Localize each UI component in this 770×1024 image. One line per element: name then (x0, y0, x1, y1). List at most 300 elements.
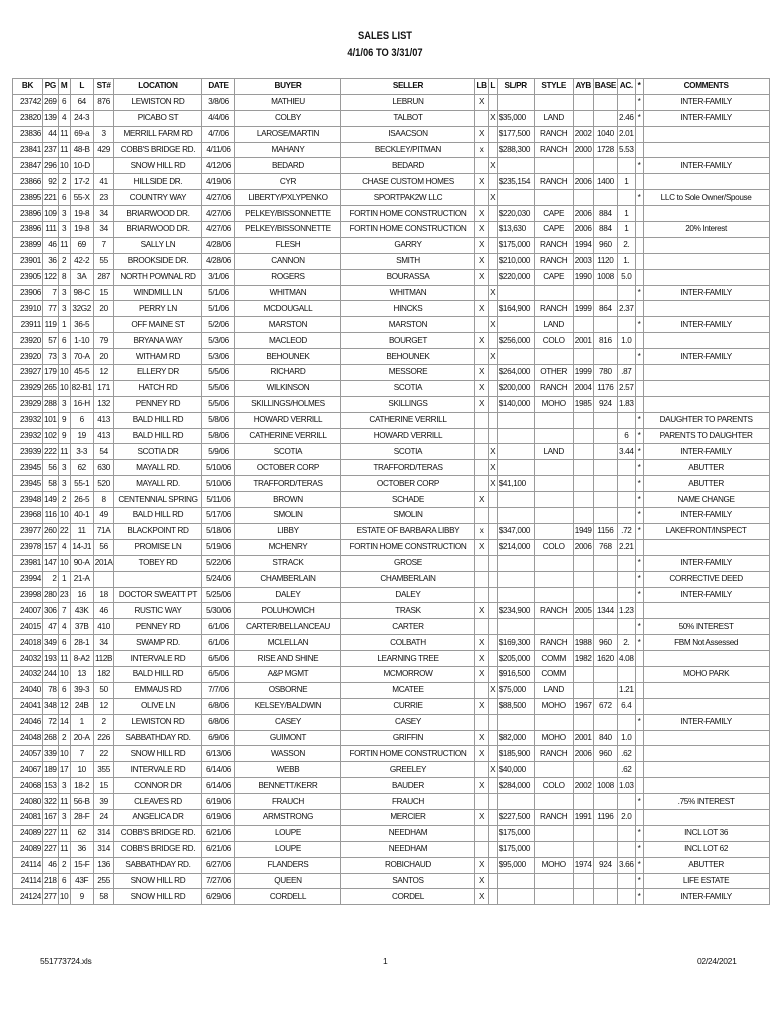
table-cell (643, 698, 769, 714)
table-cell (593, 571, 617, 587)
table-cell: X (475, 253, 488, 269)
table-cell: 5/5/06 (202, 365, 235, 381)
table-cell: 287 (93, 269, 114, 285)
table-cell: CLEAVES RD (114, 794, 202, 810)
table-cell: 288 (43, 396, 59, 412)
table-header-row (13, 79, 770, 95)
table-cell: 1.03 (618, 778, 636, 794)
table-cell: 20-A (70, 730, 93, 746)
table-cell: 1 (618, 206, 636, 222)
table-cell: $35,000 (497, 110, 534, 126)
table-cell: 3/8/06 (202, 94, 235, 110)
table-row (13, 714, 770, 730)
table-cell: 149 (43, 492, 59, 508)
table-cell: * (635, 492, 643, 508)
table-cell: 268 (43, 730, 59, 746)
table-cell: 36 (43, 253, 59, 269)
table-cell (573, 794, 593, 810)
table-cell (488, 794, 497, 810)
table-cell (534, 714, 573, 730)
table-cell: 3 (58, 396, 70, 412)
table-cell: MERRILL FARM RD (114, 126, 202, 142)
table-cell: PELKEY/BISSONNETTE (235, 222, 341, 238)
table-cell (475, 682, 488, 698)
table-cell (488, 396, 497, 412)
table-cell: INTER-FAMILY (643, 508, 769, 524)
table-cell: CARTER/BELLANCEAU (235, 619, 341, 635)
table-cell: LAND (534, 682, 573, 698)
table-cell (475, 841, 488, 857)
table-cell: 2006 (573, 174, 593, 190)
table-cell: $227,500 (497, 809, 534, 825)
table-row (13, 301, 770, 317)
table-cell: OLIVE LN (114, 698, 202, 714)
table-cell: 36-5 (70, 317, 93, 333)
table-cell: $205,000 (497, 651, 534, 667)
table-cell: 2 (43, 571, 59, 587)
table-cell (497, 571, 534, 587)
table-cell (475, 714, 488, 730)
table-cell (488, 714, 497, 730)
table-cell: * (635, 841, 643, 857)
table-cell (475, 317, 488, 333)
table-cell (488, 555, 497, 571)
table-cell: 23981 (13, 555, 43, 571)
table-cell: 1985 (573, 396, 593, 412)
table-cell: * (635, 444, 643, 460)
table-cell: 102 (43, 428, 59, 444)
table-cell: 2002 (573, 126, 593, 142)
table-cell: 221 (43, 190, 59, 206)
table-cell: 1008 (593, 269, 617, 285)
table-cell (593, 619, 617, 635)
table-cell: X (475, 365, 488, 381)
table-cell: X (488, 349, 497, 365)
table-row (13, 237, 770, 253)
table-cell: 46 (93, 603, 114, 619)
table-cell: 4/7/06 (202, 126, 235, 142)
table-cell: SABBATHDAY RD. (114, 730, 202, 746)
table-cell: OCTOBER CORP (235, 460, 341, 476)
table-cell (635, 778, 643, 794)
table-cell: * (635, 587, 643, 603)
table-cell: * (635, 523, 643, 539)
table-cell (488, 412, 497, 428)
table-cell (573, 587, 593, 603)
table-cell: X (475, 809, 488, 825)
table-cell (93, 571, 114, 587)
table-cell: 314 (93, 825, 114, 841)
table-cell: 349 (43, 635, 59, 651)
table-cell: $41,100 (497, 476, 534, 492)
table-cell: X (488, 285, 497, 301)
table-cell: 2004 (573, 380, 593, 396)
table-cell: X (475, 206, 488, 222)
table-cell: 2003 (573, 253, 593, 269)
table-cell (534, 428, 573, 444)
table-cell: X (488, 460, 497, 476)
table-cell: INTERVALE RD (114, 762, 202, 778)
table-cell: 11 (58, 444, 70, 460)
table-cell: FLESH (235, 237, 341, 253)
table-cell: * (635, 619, 643, 635)
table-cell: 101 (43, 412, 59, 428)
table-cell: 10 (58, 555, 70, 571)
table-cell: $169,300 (497, 635, 534, 651)
table-cell (618, 555, 636, 571)
table-cell: FORTIN HOME CONSTRUCTION (341, 746, 475, 762)
table-cell: 3 (58, 778, 70, 794)
table-cell: BALD HILL RD (114, 666, 202, 682)
table-cell: 1.23 (618, 603, 636, 619)
table-cell (488, 523, 497, 539)
table-cell: 44 (43, 126, 59, 142)
table-cell: * (635, 428, 643, 444)
table-cell (534, 158, 573, 174)
table-cell: INTER-FAMILY (643, 587, 769, 603)
table-cell (475, 825, 488, 841)
table-cell: 5/11/06 (202, 492, 235, 508)
table-cell: $256,000 (497, 333, 534, 349)
table-cell: 10 (58, 746, 70, 762)
table-cell: MCHENRY (235, 539, 341, 555)
table-cell: 2 (93, 714, 114, 730)
table-cell: $140,000 (497, 396, 534, 412)
table-cell: 19-8 (70, 206, 93, 222)
table-cell: 348 (43, 698, 59, 714)
table-cell: 10 (58, 365, 70, 381)
table-cell: FORTIN HOME CONSTRUCTION (341, 539, 475, 555)
table-cell (475, 285, 488, 301)
table-cell: X (475, 174, 488, 190)
table-cell (488, 222, 497, 238)
table-cell (618, 587, 636, 603)
table-row (13, 825, 770, 841)
table-cell: CHASE CUSTOM HOMES (341, 174, 475, 190)
table-cell: 960 (593, 635, 617, 651)
table-cell: 119 (43, 317, 59, 333)
table-cell (475, 349, 488, 365)
table-cell: x (475, 142, 488, 158)
table-cell: 7/7/06 (202, 682, 235, 698)
table-cell: 3 (58, 809, 70, 825)
table-cell (635, 222, 643, 238)
table-cell (93, 317, 114, 333)
table-cell (488, 94, 497, 110)
table-cell (635, 396, 643, 412)
table-cell: CAPE (534, 206, 573, 222)
table-cell: PICABO ST (114, 110, 202, 126)
table-cell: 23932 (13, 428, 43, 444)
table-cell: BROWN (235, 492, 341, 508)
table-cell: SMOLIN (235, 508, 341, 524)
table-cell: 4/27/06 (202, 206, 235, 222)
table-row (13, 651, 770, 667)
table-cell: 56 (43, 460, 59, 476)
table-cell (643, 174, 769, 190)
table-cell: .62 (618, 746, 636, 762)
table-cell: 40-1 (70, 508, 93, 524)
table-cell (643, 333, 769, 349)
column-header: LB (475, 79, 488, 95)
table-cell (593, 110, 617, 126)
table-cell: 16-H (70, 396, 93, 412)
table-cell: CURRIE (341, 698, 475, 714)
table-cell: WHITMAN (235, 285, 341, 301)
table-cell: * (635, 412, 643, 428)
table-cell: 46 (43, 237, 59, 253)
table-cell: 1988 (573, 635, 593, 651)
column-header: COMMENTS (643, 79, 769, 95)
table-cell: 960 (593, 237, 617, 253)
table-cell: 23994 (13, 571, 43, 587)
table-cell: 218 (43, 873, 59, 889)
table-cell (573, 873, 593, 889)
table-cell: $95,000 (497, 857, 534, 873)
table-cell: 410 (93, 619, 114, 635)
table-cell: 23932 (13, 412, 43, 428)
table-cell: 157 (43, 539, 59, 555)
table-cell: SNOW HILL RD (114, 746, 202, 762)
table-cell: 6 (58, 682, 70, 698)
table-cell: $185,900 (497, 746, 534, 762)
table-cell: 7 (58, 603, 70, 619)
table-cell (643, 651, 769, 667)
table-cell: * (635, 794, 643, 810)
table-cell (497, 508, 534, 524)
table-cell: CASEY (341, 714, 475, 730)
table-cell: COLO (534, 333, 573, 349)
table-cell: RANCH (534, 603, 573, 619)
table-cell: 23901 (13, 253, 43, 269)
table-cell: 6/8/06 (202, 698, 235, 714)
table-cell: SABBATHDAY RD. (114, 857, 202, 873)
table-cell: 1120 (593, 253, 617, 269)
table-row (13, 174, 770, 190)
table-cell: X (488, 682, 497, 698)
table-cell (488, 428, 497, 444)
table-cell: $220,000 (497, 269, 534, 285)
table-cell (643, 396, 769, 412)
table-cell: $347,000 (497, 523, 534, 539)
table-cell: RANCH (534, 253, 573, 269)
table-cell: * (635, 714, 643, 730)
table-cell: 1949 (573, 523, 593, 539)
table-cell: COLO (534, 778, 573, 794)
table-cell: 260 (43, 523, 59, 539)
table-cell: X (475, 778, 488, 794)
table-cell: 136 (93, 857, 114, 873)
table-row (13, 794, 770, 810)
table-cell (488, 730, 497, 746)
table-cell: 16 (70, 587, 93, 603)
table-cell: 2005 (573, 603, 593, 619)
table-cell: 139 (43, 110, 59, 126)
table-cell: 1990 (573, 269, 593, 285)
table-cell: X (475, 857, 488, 873)
table-cell: DALEY (341, 587, 475, 603)
table-cell: 171 (93, 380, 114, 396)
table-cell (488, 746, 497, 762)
table-cell: 36 (70, 841, 93, 857)
table-cell: ANGELICA DR (114, 809, 202, 825)
table-cell (534, 412, 573, 428)
table-cell: 69-a (70, 126, 93, 142)
table-cell: SANTOS (341, 873, 475, 889)
table-cell: 9 (70, 889, 93, 905)
table-row (13, 619, 770, 635)
table-cell: MAYALL RD. (114, 476, 202, 492)
table-cell: RANCH (534, 301, 573, 317)
table-cell: 2006 (573, 746, 593, 762)
table-cell: X (475, 380, 488, 396)
table-cell (534, 492, 573, 508)
table-cell: 46 (43, 857, 59, 873)
table-cell: ESTATE OF BARBARA LIBBY (341, 523, 475, 539)
table-cell: 70-A (70, 349, 93, 365)
column-header: PG (43, 79, 59, 95)
table-cell: 24007 (13, 603, 43, 619)
table-cell: ROGERS (235, 269, 341, 285)
table-cell (593, 460, 617, 476)
table-cell: 4 (58, 110, 70, 126)
table-cell: 227 (43, 825, 59, 841)
table-cell: 24-3 (70, 110, 93, 126)
table-row (13, 682, 770, 698)
table-cell: 2. (618, 237, 636, 253)
table-cell: 7/27/06 (202, 873, 235, 889)
table-cell (475, 444, 488, 460)
table-cell (475, 476, 488, 492)
table-cell (488, 380, 497, 396)
table-cell: 9 (58, 428, 70, 444)
table-cell: 226 (93, 730, 114, 746)
table-cell: STRACK (235, 555, 341, 571)
table-cell: * (635, 873, 643, 889)
table-row (13, 857, 770, 873)
table-cell: 47 (43, 619, 59, 635)
table-cell (618, 285, 636, 301)
table-cell (534, 587, 573, 603)
table-cell: 1999 (573, 301, 593, 317)
table-cell (475, 571, 488, 587)
table-cell: 73 (43, 349, 59, 365)
table-row (13, 635, 770, 651)
table-cell: 24081 (13, 809, 43, 825)
table-cell (488, 571, 497, 587)
table-cell: X (488, 476, 497, 492)
table-cell: X (475, 603, 488, 619)
table-cell: 1 (618, 222, 636, 238)
table-cell (534, 571, 573, 587)
table-cell: 3 (58, 301, 70, 317)
table-cell (573, 317, 593, 333)
table-cell: 1982 (573, 651, 593, 667)
table-cell: BENNETT/KERR (235, 778, 341, 794)
column-header: AYB (573, 79, 593, 95)
table-cell: HATCH RD (114, 380, 202, 396)
table-cell: INCL LOT 62 (643, 841, 769, 857)
table-cell: CASEY (235, 714, 341, 730)
table-cell: * (635, 635, 643, 651)
table-cell (475, 428, 488, 444)
table-cell: DALEY (235, 587, 341, 603)
table-cell: 20 (93, 301, 114, 317)
table-cell: BEDARD (341, 158, 475, 174)
table-cell: 840 (593, 730, 617, 746)
column-header: SL/PR (497, 79, 534, 95)
table-cell: SMOLIN (341, 508, 475, 524)
table-cell (488, 237, 497, 253)
table-cell: CENTENNIAL SPRING (114, 492, 202, 508)
table-cell: 23 (58, 587, 70, 603)
table-cell: .72 (618, 523, 636, 539)
table-cell: 5/24/06 (202, 571, 235, 587)
table-cell: 18 (93, 587, 114, 603)
table-cell: 876 (93, 94, 114, 110)
table-cell: 22 (58, 523, 70, 539)
table-cell: FBM Not Assessed (643, 635, 769, 651)
table-cell: EMMAUS RD (114, 682, 202, 698)
table-row (13, 253, 770, 269)
table-cell (643, 730, 769, 746)
table-cell: CHAMBERLAIN (341, 571, 475, 587)
table-cell: HILLSIDE DR. (114, 174, 202, 190)
table-cell: 77 (43, 301, 59, 317)
table-cell (593, 794, 617, 810)
table-cell: 960 (593, 746, 617, 762)
table-cell (475, 619, 488, 635)
table-cell: 630 (93, 460, 114, 476)
table-cell: TOBEY RD (114, 555, 202, 571)
table-cell: 6/8/06 (202, 714, 235, 730)
table-cell: BLACKPOINT RD (114, 523, 202, 539)
table-cell (475, 794, 488, 810)
table-cell: 55-1 (70, 476, 93, 492)
table-cell (593, 762, 617, 778)
table-cell: * (635, 285, 643, 301)
table-cell: 56-B (70, 794, 93, 810)
table-cell: 167 (43, 809, 59, 825)
table-row (13, 428, 770, 444)
table-cell: 147 (43, 555, 59, 571)
table-cell: 5/10/06 (202, 476, 235, 492)
table-cell: 23929 (13, 380, 43, 396)
table-cell (618, 825, 636, 841)
table-cell: LEWISTON RD (114, 94, 202, 110)
table-cell: 1008 (593, 778, 617, 794)
table-cell: LOUPE (235, 825, 341, 841)
table-cell: 6/14/06 (202, 762, 235, 778)
table-cell (534, 190, 573, 206)
table-cell: 116 (43, 508, 59, 524)
table-cell (488, 809, 497, 825)
table-cell: FLANDERS (235, 857, 341, 873)
table-cell: * (635, 555, 643, 571)
table-cell: RANCH (534, 635, 573, 651)
table-cell (573, 285, 593, 301)
table-cell: 8 (58, 269, 70, 285)
table-cell: 50 (93, 682, 114, 698)
table-cell: * (635, 110, 643, 126)
table-cell: 11 (58, 825, 70, 841)
table-cell: INCL LOT 36 (643, 825, 769, 841)
table-cell: 17-2 (70, 174, 93, 190)
table-cell: * (635, 349, 643, 365)
table-cell (488, 841, 497, 857)
table-cell: TRAFFORD/TERAS (341, 460, 475, 476)
table-cell: LEWISTON RD (114, 714, 202, 730)
